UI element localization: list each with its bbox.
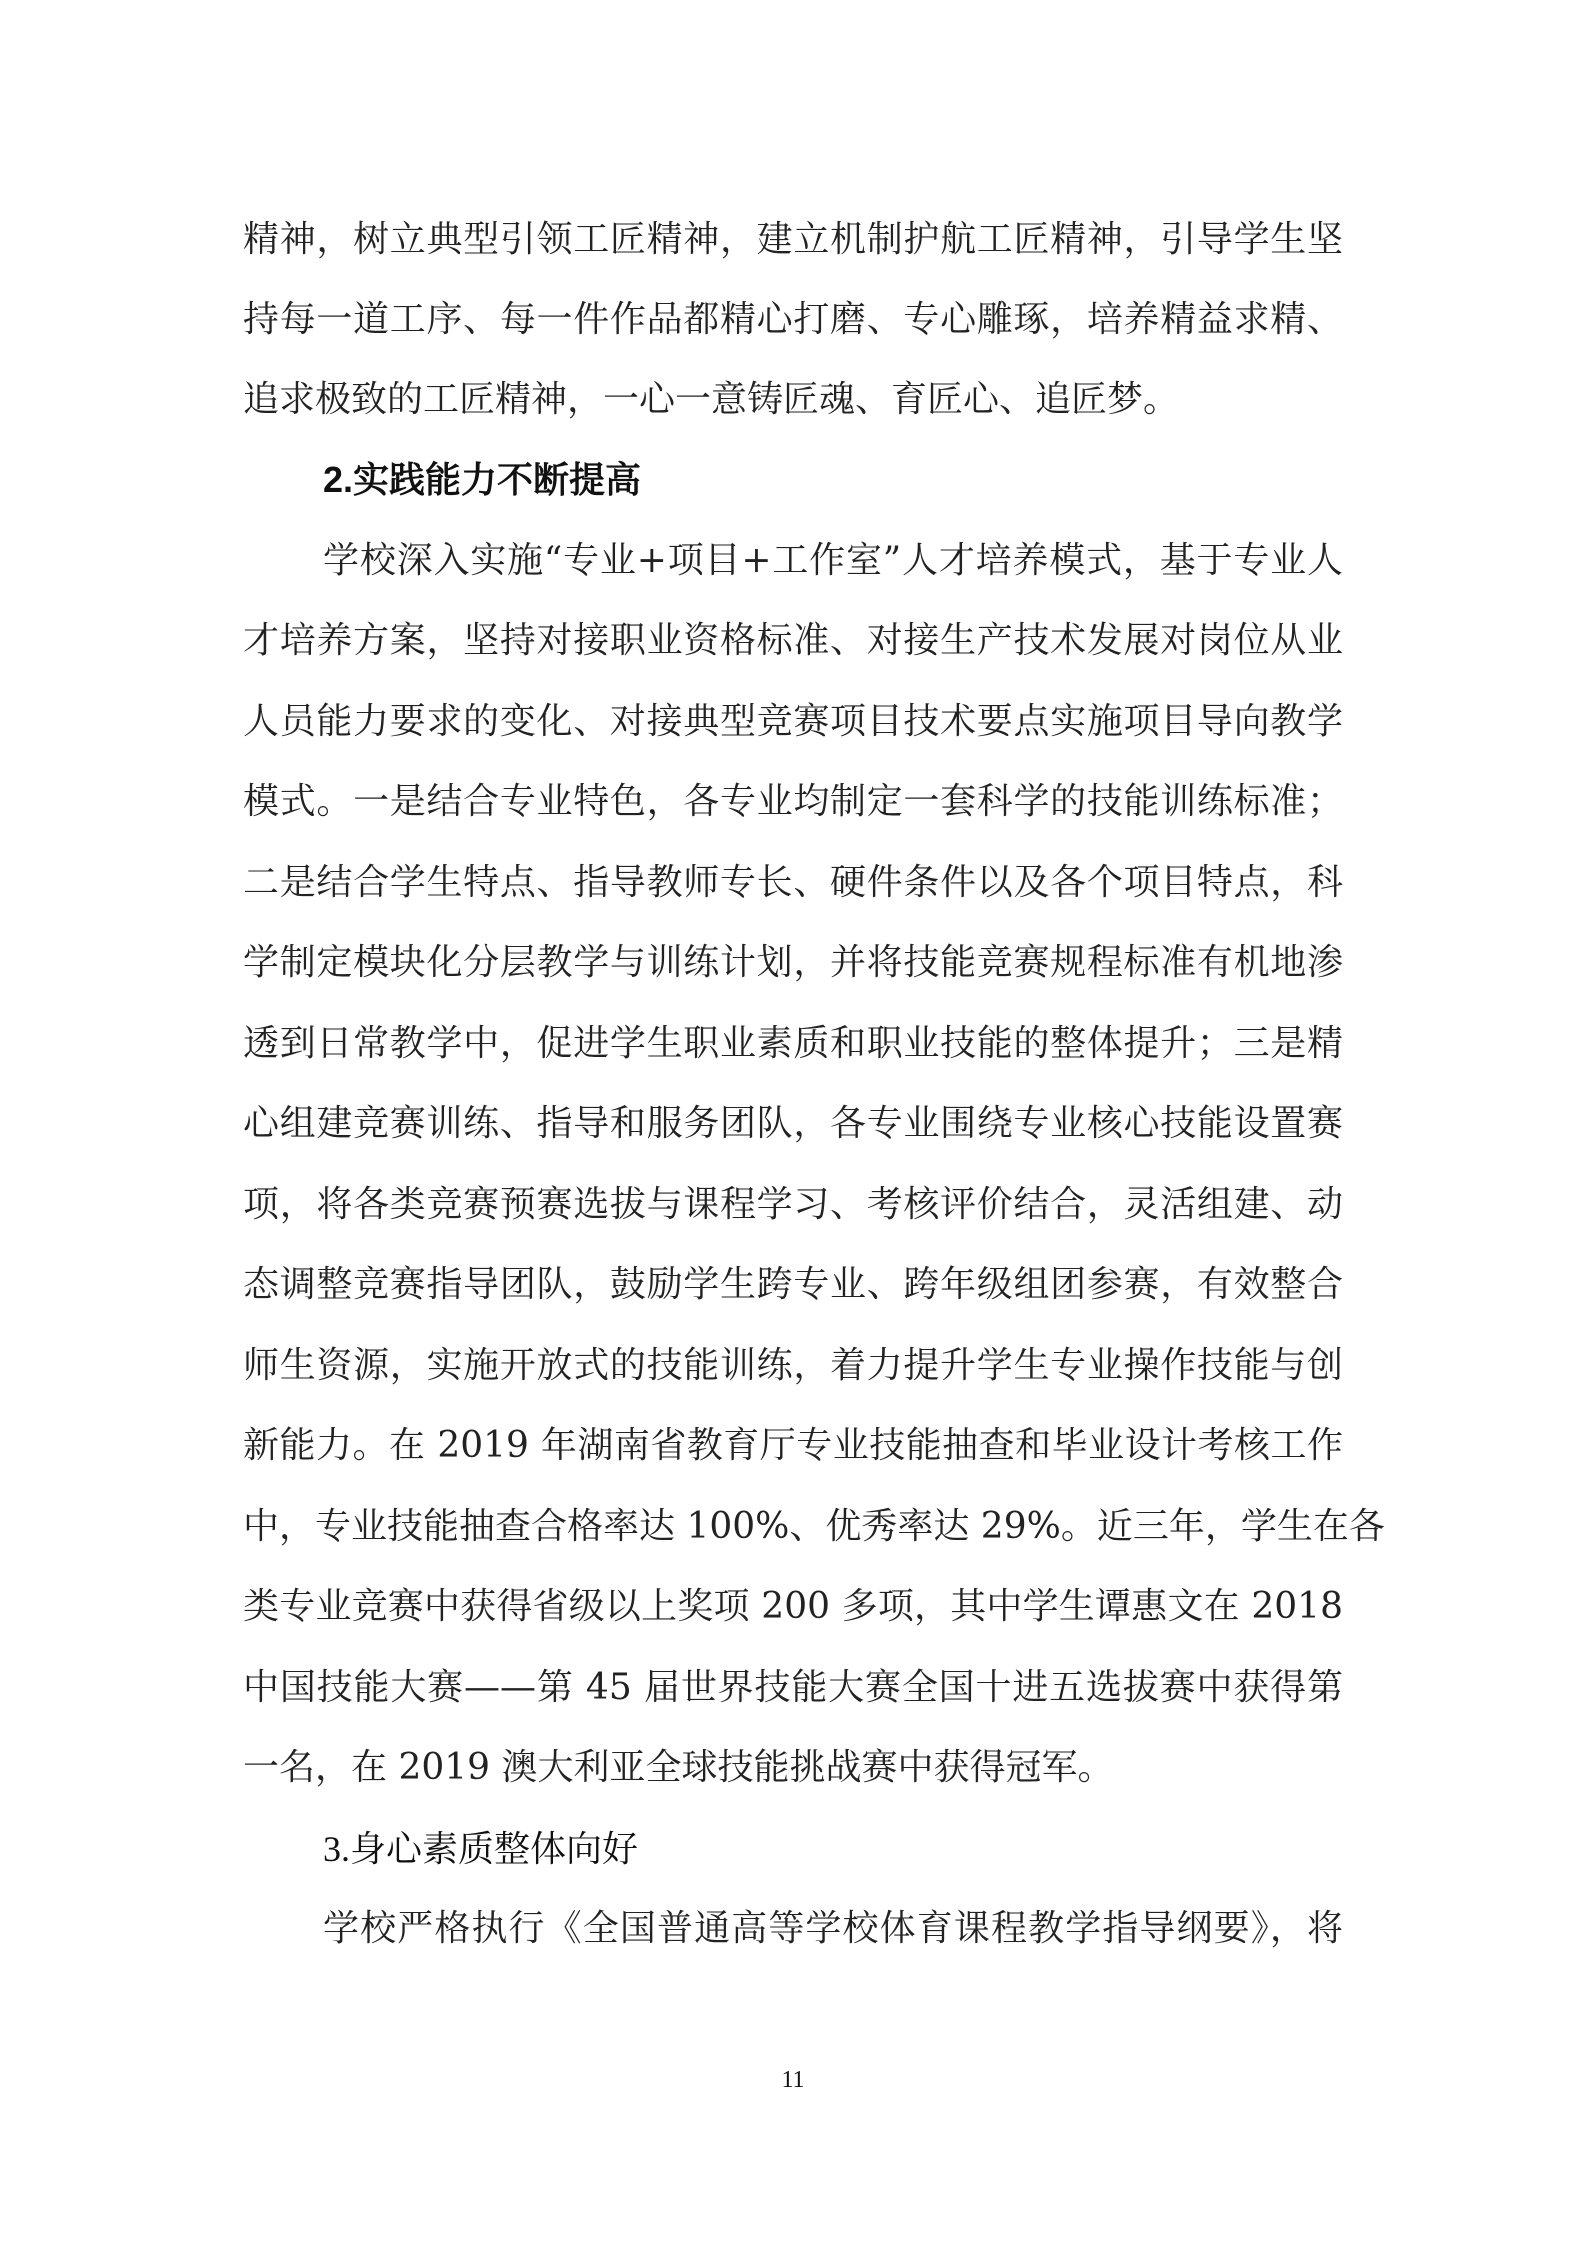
- paragraph-2-line-8: 心组建竞赛训练、指导和服务团队，各专业围绕专业核心技能设置赛: [243, 1103, 1343, 1144]
- paragraph-1-line-3: 追求极致的工匠精神，一心一意铸匠魂、育匠心、追匠梦。: [243, 379, 1180, 420]
- paragraph-2-line-1: 学校深入实施“专业+项目+工作室”人才培养模式，基于专业人: [323, 540, 1343, 581]
- paragraph-2-line-7: 透到日常教学中，促进学生职业素质和职业技能的整体提升；三是精: [243, 1023, 1343, 1064]
- section-heading-3-number: 3.: [323, 1829, 350, 1869]
- paragraph-2-line-16: 一名，在 2019 澳大利亚全球技能挑战赛中获得冠军。: [243, 1747, 1114, 1788]
- paragraph-2-line-12: 新能力。在 2019 年湖南省教育厅专业技能抽查和毕业设计考核工作: [243, 1425, 1343, 1466]
- page-number: 11: [781, 2067, 805, 2093]
- section-heading-3: [323, 1819, 638, 1879]
- paragraph-2-line-11: 师生资源，实施开放式的技能训练，着力提升学生专业操作技能与创: [243, 1345, 1343, 1386]
- section-heading-2-title: 实践能力不断提高: [353, 460, 642, 501]
- section-heading-3-title: 身心素质整体向好: [350, 1829, 639, 1870]
- section-heading-2: [323, 450, 641, 510]
- paragraph-3-line-1: 学校严格执行《全国普通高等学校体育课程教学指导纲要》，将: [323, 1908, 1343, 1949]
- paragraph-2-line-2: 才培养方案，坚持对接职业资格标准、对接生产技术发展对岗位从业: [243, 620, 1343, 661]
- paragraph-2-line-10: 态调整竞赛指导团队，鼓励学生跨专业、跨年级组团参赛，有效整合: [243, 1264, 1343, 1305]
- paragraph-2-line-13: 中，专业技能抽查合格率达 100%、优秀率达 29%。近三年，学生在各: [243, 1506, 1385, 1547]
- paragraph-2-line-9: 项，将各类竞赛预赛选拔与课程学习、考核评价结合，灵活组建、动: [243, 1184, 1343, 1225]
- paragraph-2-line-5: 二是结合学生特点、指导教师专长、硬件条件以及各个项目特点，科: [243, 862, 1343, 903]
- paragraph-1-line-2: 持每一道工序、每一件作品都精心打磨、专心雕琢，培养精益求精、: [243, 299, 1343, 340]
- paragraph-2-line-15: 中国技能大赛——第 45 届世界技能大赛全国十进五选拔赛中获得第: [243, 1667, 1343, 1708]
- paragraph-2-line-14: 类专业竞赛中获得省级以上奖项 200 多项，其中学生谭惠文在 2018: [243, 1586, 1343, 1627]
- paragraph-2-line-4: 模式。一是结合专业特色，各专业均制定一套科学的技能训练标准；: [243, 781, 1343, 822]
- paragraph-2-line-3: 人员能力要求的变化、对接典型竞赛项目技术要点实施项目导向教学: [243, 701, 1343, 742]
- paragraph-1-line-1: 精神，树立典型引领工匠精神，建立机制护航工匠精神，引导学生坚: [243, 219, 1343, 260]
- section-heading-2-number: 2.: [323, 459, 354, 500]
- paragraph-2-line-6: 学制定模块化分层教学与训练计划，并将技能竞赛规程标准有机地渗: [243, 942, 1343, 983]
